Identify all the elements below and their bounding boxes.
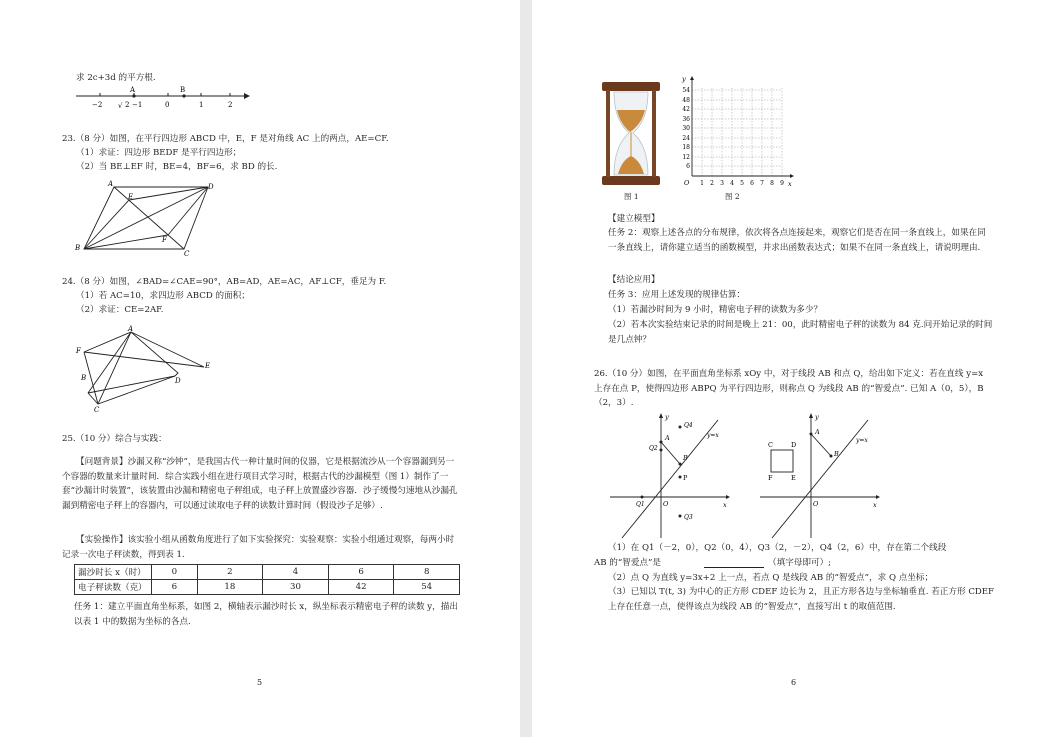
q24-label-c: C	[94, 406, 100, 414]
q24-figure	[72, 322, 217, 414]
q25-background: 【问题背景】沙漏又称“沙钟”，是我国古代一种计量时间的仪器，它是根据流沙从一个容器漏到另一个容器的数量来计量时间．综合实践小组在进行项目式学习时，根据古代的沙漏模型（图 1）制作了一套“沙漏计时装置”，该装置由沙漏和精密电子秤组成，电子秤上放置盛沙容器．沙子缓慢匀速地从沙漏孔漏到精密电子秤上的容器内，可以通过读取电子秤的读数计算时间（假设沙子足够）.	[62, 457, 458, 511]
numline-point-a: A	[130, 86, 136, 94]
grid-y-tick: 30	[682, 125, 690, 132]
q24-label-e: E	[205, 362, 211, 370]
q26-fig1-q1: Q4	[684, 422, 693, 429]
q24-label-a: A	[128, 325, 134, 333]
q23-label-d: D	[208, 183, 214, 191]
table-cell: 18	[197, 580, 263, 595]
q26-part1-b: AB 的“智爱点”是	[594, 558, 662, 568]
numline-label: 2	[125, 101, 130, 109]
grid-x-tick: 9	[780, 180, 784, 187]
q24-label-d: D	[175, 377, 181, 385]
q26-fig2-y: y	[815, 413, 819, 421]
q26-part3: （3）已知以 T(t, 3) 为中心的正方形 CDEF 边长为 2，且正方形各边与坐标轴垂直. 若正方形 CDEF 上存在任意一点，使得该点为线段 AB 的“智爱点”，直接写出 t 的取值范围.	[608, 587, 995, 612]
table-cell: 电子秤读数（克）	[75, 580, 152, 595]
grid-x-tick: 4	[730, 180, 734, 187]
grid-x-tick: 3	[720, 180, 724, 187]
page-number: 6	[791, 678, 797, 687]
table-cell: 42	[328, 580, 394, 595]
page-6	[532, 0, 1060, 737]
q22-tail: 求 2c+3d 的平方根.	[76, 73, 156, 83]
q24-label-f: F	[76, 347, 81, 355]
grid-figure	[677, 74, 797, 190]
grid-x-tick: 8	[770, 180, 774, 187]
numline-label: 2	[228, 101, 233, 109]
table-cell: 30	[263, 580, 329, 595]
q23-figure	[72, 178, 222, 258]
q26-fig1-line: y=x	[707, 432, 719, 439]
q26-fig2-f: F	[768, 474, 773, 482]
q26-fig2-a: A	[815, 428, 820, 436]
grid-origin: O	[684, 179, 690, 187]
table-row	[75, 565, 460, 580]
grid-y-label: y	[682, 75, 686, 83]
table-cell: 8	[394, 565, 460, 580]
grid-y-tick: 18	[682, 144, 690, 151]
grid-x-tick: 7	[760, 180, 764, 187]
figure2-caption: 图 2	[725, 192, 740, 201]
q26-fig1-o: O	[663, 500, 669, 508]
grid-x-label: x	[788, 180, 792, 188]
q26-part2: （2）点 Q 为直线 y=3x+2 上一点，若点 Q 是线段 AB 的“智爱点”，求 Q 点坐标；	[608, 573, 934, 583]
q26-fig2-c: C	[768, 441, 773, 449]
q26-figure-2	[758, 410, 888, 540]
grid-x-tick: 6	[750, 180, 754, 187]
q23-label-c: C	[184, 250, 190, 258]
q23-label-b: B	[75, 244, 81, 252]
q23-part1: （1）求证：四边形 BEDF 是平行四边形；	[76, 148, 242, 158]
q26-stem: 26.（10 分）如图，在平面直角坐标系 xOy 中，对于线段 AB 和点 Q，给出如下定义：若在直线 y=x 上存在点 P，使得四边形 ABPQ 为平行四边形，则称点 Q 为线段 AB 的“智爱点”. 已知 A（0，5），B（2，3）.	[594, 369, 984, 409]
grid-x-tick: 2	[710, 180, 714, 187]
q26-fig1-q2: Q2	[649, 445, 658, 452]
grid-x-tick: 5	[740, 180, 744, 187]
q26-fig2-b: B	[834, 450, 839, 458]
task3-part1: （1）若漏沙时间为 9 小时，精密电子秤的读数为多少？	[608, 305, 823, 315]
numline-label: 1	[199, 101, 204, 109]
number-line	[74, 86, 254, 112]
q23-part2: （2）当 BE⊥EF 时，BE=4，BF=6，求 BD 的长.	[76, 162, 278, 172]
table-cell: 54	[394, 580, 460, 595]
numline-point-b: B	[180, 86, 186, 94]
q26-fig2-x: x	[873, 501, 877, 509]
q25-operation: 【实验操作】该实验小组从函数角度进行了如下实验探究：实验观察：实验小组通过观察，每两小时记录一次电子秤读数，得到表 1.	[62, 535, 455, 560]
grid-y-tick: 54	[682, 87, 690, 94]
table-cell: 4	[263, 565, 329, 580]
task3: 任务 3：应用上述发现的规律估算：	[608, 290, 746, 300]
q26-fig2-line: y=x	[856, 437, 868, 444]
task2: 任务 2：观察上述各点的分布规律，依次将各点连接起来，观察它们是否在同一条直线上，如果在同一条直线上，请你建立适当的函数模型，并求出函数表达式；如果不在同一条直线上，请说明理由.	[608, 228, 986, 253]
q24-stem: 24.（8 分）如图，∠BAD=∠CAE=90°，AB=AD，AE=AC，AF⊥CF，垂足为 F.	[62, 277, 387, 287]
hourglass-image	[600, 80, 662, 188]
answer-blank[interactable]	[704, 567, 764, 568]
page-number: 5	[257, 678, 263, 687]
q26-fig2-e: E	[791, 474, 796, 482]
q26-fig1-x: x	[723, 501, 727, 509]
grid-y-tick: 48	[682, 97, 690, 104]
grid-y-tick: 12	[682, 154, 690, 161]
svg-text:√: √	[118, 102, 123, 110]
q23-stem: 23.（8 分）如图，在平行四边形 ABCD 中，E，F 是对角线 AC 上的两点，AE=CF.	[62, 134, 389, 144]
q26-fig1-y: y	[665, 413, 669, 421]
q25-stem: 25.（10 分）综合与实践：	[62, 434, 167, 444]
q24-label-b: B	[81, 374, 87, 382]
table-cell: 0	[152, 565, 198, 580]
grid-y-tick: 24	[682, 135, 690, 142]
q24-part1: （1）若 AC=10，求四边形 ABCD 的面积；	[76, 291, 250, 301]
q26-part1-c: （填字母即可）;	[768, 558, 832, 568]
page-5	[0, 0, 520, 737]
q26-fig1-b: B	[683, 454, 688, 462]
table-cell: 漏沙时长 x（时）	[75, 565, 152, 580]
q26-fig2-d: D	[791, 441, 797, 449]
q25-task1: 任务 1：建立平面直角坐标系，如图 2，横轴表示漏沙时长 x，纵坐标表示精密电子秤的读数 y，描出以表 1 中的数据为坐标的各点.	[74, 602, 458, 627]
grid-x-tick: 1	[700, 180, 704, 187]
table-cell: 2	[197, 565, 263, 580]
grid-y-tick: 42	[682, 106, 690, 113]
table-cell: 6	[152, 580, 198, 595]
q26-part1-a: （1）在 Q1（－2，0），Q2（0，4），Q3（2，－2），Q4（2，6）中，存在第二个线段	[608, 543, 947, 553]
grid-y-tick: 36	[682, 116, 690, 123]
table-row	[75, 580, 460, 595]
q26-fig1-p: P	[683, 474, 688, 482]
q26-fig1-q3: Q1	[636, 501, 645, 508]
task3-part2: （2）若本次实验结束记录的时间是晚上 21：00，此时精密电子秤的读数为 84 克.问开始记录的时间是几点钟？	[608, 320, 993, 345]
q26-fig2-o: O	[813, 500, 819, 508]
numline-label: 0	[165, 101, 170, 109]
q25-data-table	[74, 564, 460, 595]
q24-part2: （2）求证：CE=2AF.	[76, 305, 164, 315]
q23-label-a: A	[108, 180, 114, 188]
model-title: 【建立模型】	[608, 214, 660, 224]
q26-figure-1	[608, 410, 738, 540]
q26-fig1-q4: Q3	[684, 514, 693, 521]
table-cell: 6	[328, 565, 394, 580]
q26-fig1-a: A	[665, 434, 670, 442]
application-title: 【结论应用】	[608, 275, 660, 285]
grid-y-tick: 6	[686, 163, 690, 170]
numline-label: −1	[132, 101, 143, 109]
numline-label: −2	[92, 101, 103, 109]
q23-label-e: E	[128, 193, 134, 201]
figure1-caption: 图 1	[624, 192, 639, 201]
q23-label-f: F	[162, 236, 167, 244]
